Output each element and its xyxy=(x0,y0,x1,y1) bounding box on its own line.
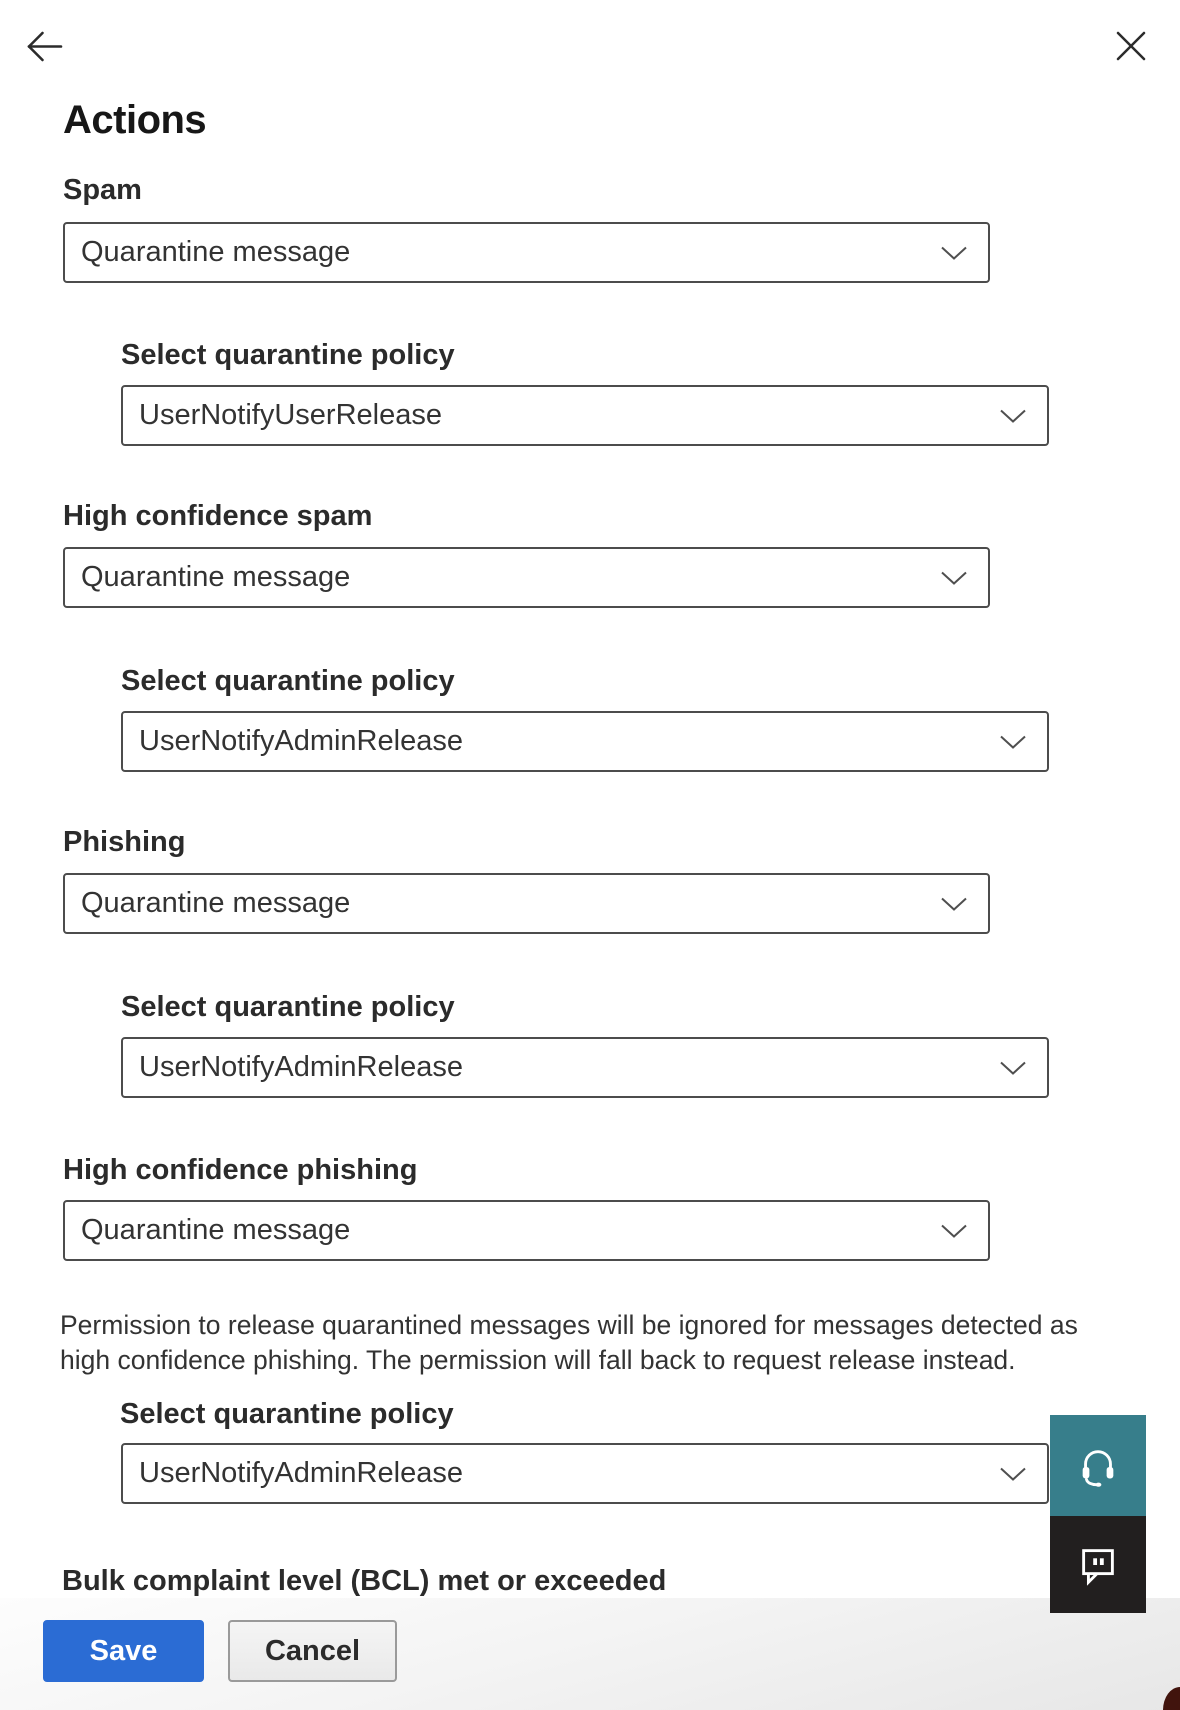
chevron-down-icon xyxy=(940,570,968,585)
hcs-quarantine-policy-select[interactable] xyxy=(121,711,1049,772)
hcs-policy-label: Select quarantine policy xyxy=(121,665,455,697)
close-button[interactable] xyxy=(1116,31,1146,61)
spam-action-select[interactable] xyxy=(63,222,990,283)
spam-action-selected-value: Quarantine message xyxy=(81,236,351,268)
chevron-down-icon xyxy=(999,1466,1027,1481)
cancel-button[interactable]: Cancel xyxy=(228,1620,397,1682)
chevron-down-icon xyxy=(999,408,1027,423)
phishing-action-selected-value: Quarantine message xyxy=(81,887,351,919)
section-label-high-confidence-spam: High confidence spam xyxy=(63,500,373,532)
chevron-down-icon xyxy=(940,245,968,260)
high-confidence-phishing-action-select[interactable] xyxy=(63,1200,990,1261)
hcs-action-selected-value: Quarantine message xyxy=(81,561,351,593)
hcp-policy-selected-value: UserNotifyAdminRelease xyxy=(139,1457,463,1489)
help-button[interactable] xyxy=(1050,1415,1146,1516)
section-label-phishing: Phishing xyxy=(63,826,186,858)
hcp-action-selected-value: Quarantine message xyxy=(81,1214,351,1246)
spam-policy-selected-value: UserNotifyUserRelease xyxy=(139,399,442,431)
hcp-quarantine-policy-select[interactable] xyxy=(121,1443,1049,1504)
page-title: Actions xyxy=(63,98,207,142)
headset-icon xyxy=(1075,1443,1121,1489)
phishing-policy-selected-value: UserNotifyAdminRelease xyxy=(139,1051,463,1083)
chevron-down-icon xyxy=(940,896,968,911)
arrow-left-icon xyxy=(26,30,63,63)
chevron-down-icon xyxy=(940,1223,968,1238)
chevron-down-icon xyxy=(999,734,1027,749)
hcp-permission-note-line2: high confidence phishing. The permission will fall back to request release instead. xyxy=(60,1345,1016,1375)
hcp-permission-note-line1: Permission to release quarantined messages will be ignored for messages detected as xyxy=(60,1310,1078,1340)
section-label-spam: Spam xyxy=(63,174,142,206)
hcs-policy-selected-value: UserNotifyAdminRelease xyxy=(139,725,463,757)
spam-quarantine-policy-select[interactable] xyxy=(121,385,1049,446)
hcp-permission-note xyxy=(60,1308,1170,1378)
high-confidence-spam-action-select[interactable] xyxy=(63,547,990,608)
spam-policy-label: Select quarantine policy xyxy=(121,339,455,371)
hcp-policy-label: Select quarantine policy xyxy=(120,1398,454,1430)
section-label-high-confidence-phishing: High confidence phishing xyxy=(63,1154,418,1186)
phishing-quarantine-policy-select[interactable] xyxy=(121,1037,1049,1098)
chevron-down-icon xyxy=(999,1060,1027,1075)
back-button[interactable] xyxy=(26,30,63,63)
feedback-button[interactable] xyxy=(1050,1516,1146,1613)
phishing-policy-label: Select quarantine policy xyxy=(121,991,455,1023)
close-icon xyxy=(1116,31,1146,61)
phishing-action-select[interactable] xyxy=(63,873,990,934)
save-button[interactable]: Save xyxy=(43,1620,204,1682)
speech-bubble-icon xyxy=(1075,1542,1121,1588)
footer-bar xyxy=(0,1598,1180,1710)
section-label-bulk-complaint-level: Bulk complaint level (BCL) met or exceeded xyxy=(62,1565,667,1596)
